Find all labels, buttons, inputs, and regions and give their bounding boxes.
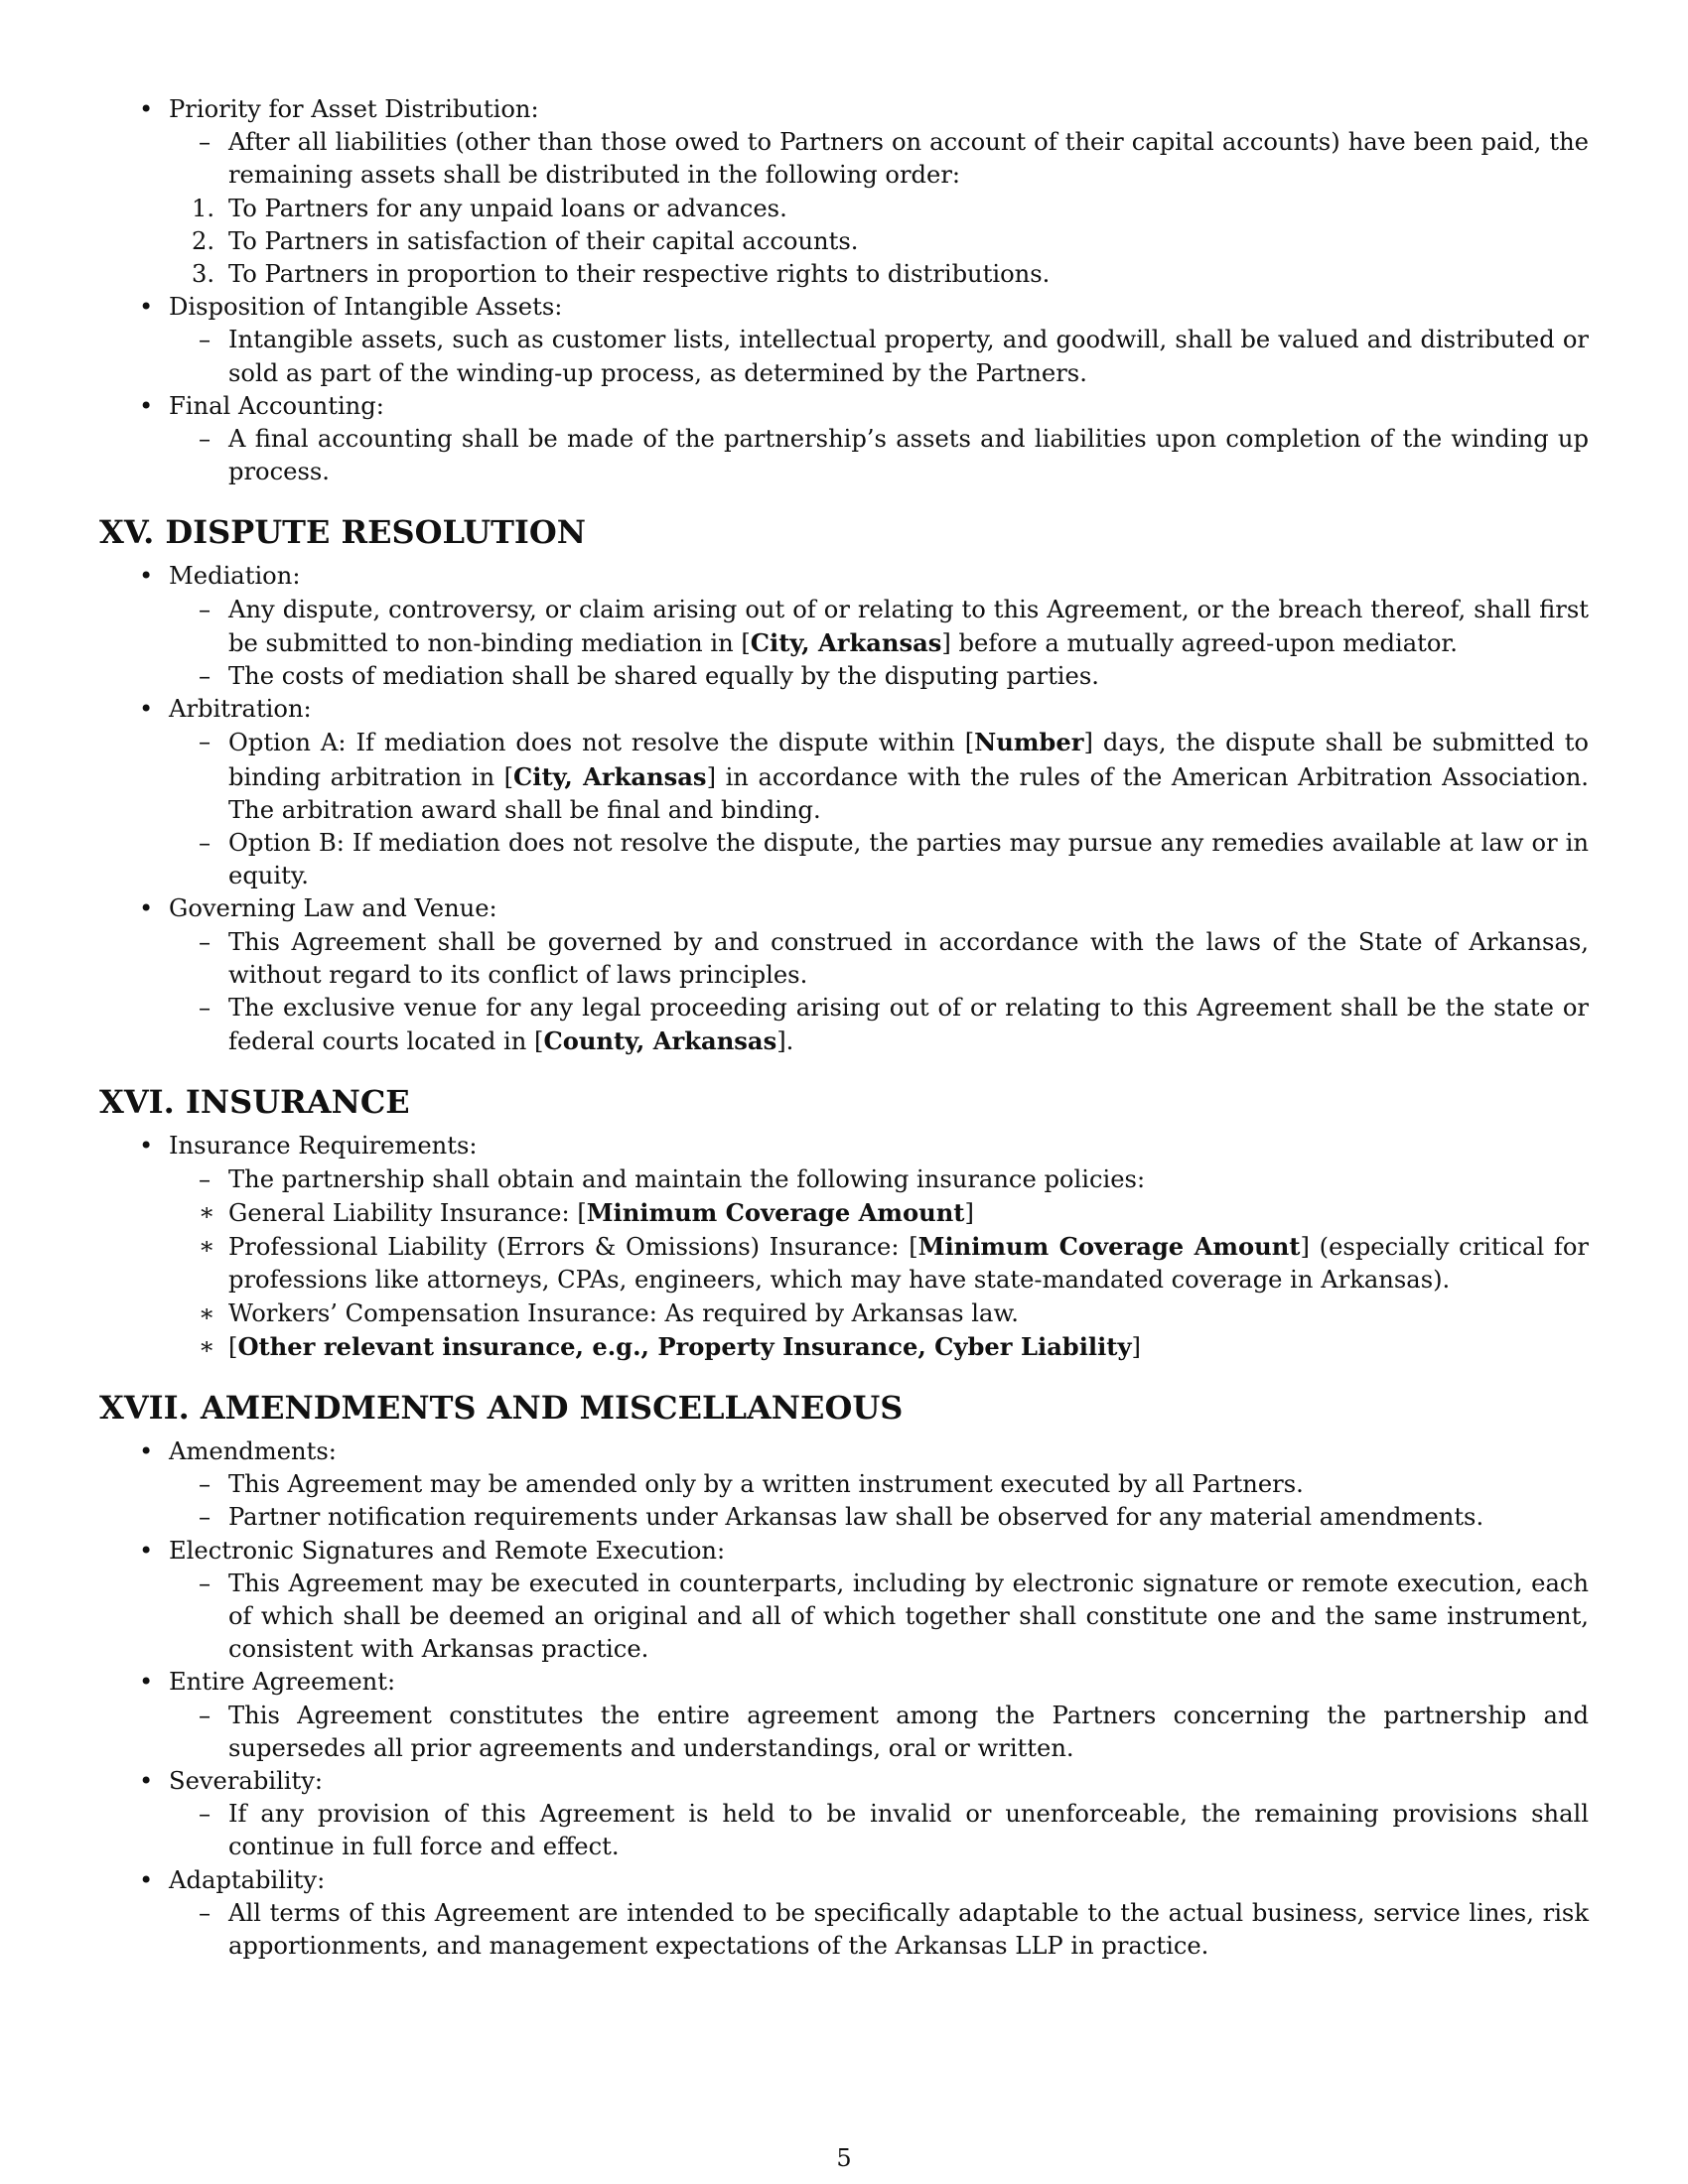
priority-order-item: 1. To Partners for any unpaid loans or advances. <box>192 194 787 222</box>
final-accounting-text: – A final accounting shall be made of the partnership’s assets and liabilities upon completion of the winding up process. <box>99 423 1589 488</box>
priority-order-list <box>192 193 1589 292</box>
section-heading-xv: XV. DISPUTE RESOLUTION <box>99 513 587 552</box>
severability-item: • Severability: – If any provision of this Agreement is held to be invalid or unenforceable, the remaining provisions shall continue in full force and effect. <box>99 1765 1589 1864</box>
esignatures-item: • Electronic Signatures and Remote Execution: – This Agreement may be executed in counterparts, including by electronic signature or remote execution, each of which shall be deemed an original and all of which together shall constitute one and the same instrument, consistent with Arkansas practice. <box>99 1535 1589 1667</box>
final-accounting-item: • Final Accounting: – A final accounting shall be made of the partnership’s assets and liabilities upon completion of the winding up process. <box>99 390 1589 489</box>
venue-text: – The exclusive venue for any legal proceeding arising out of or relating to this Agreement shall be the state or federal courts located in [County, Arkansas]. <box>99 992 1589 1058</box>
insurance-policy-list <box>228 1196 1589 1364</box>
governing-law-text: – This Agreement shall be governed by and construed in accordance with the laws of the State of Arkansas, without regard to its conflict of laws principles. <box>99 926 1589 992</box>
priority-text: – After all liabilities (other than those owed to Partners on account of their capital accounts) have been paid, the remaining assets shall be distributed in the following order: 1. To Partners for any unpaid loans or advances. 2. To Partners in satisfaction of their capital accounts. 3. To Partners in proportion to their respective rights to distributions. <box>99 126 1589 291</box>
arbitration-item: • Arbitration: – Option A: If mediation does not resolve the dispute within [Number] days, the dispute shall be submitted to binding arbitration in [City, Arkansas] in accordance with the rules of the American Arbitration Association. The arbitration award shall be final and binding. – Option B: If mediation does not resolve the dispute, the parties may pursue any remedies available at law or in equity. <box>99 693 1589 892</box>
dispute-list <box>99 560 1589 1058</box>
section-heading-xvii: XVII. AMENDMENTS AND MISCELLANEOUS <box>99 1388 904 1427</box>
amendments-text: – This Agreement may be amended only by a written instrument executed by all Partners. <box>99 1468 1589 1501</box>
policy-other: ∗ [Other relevant insurance, e.g., Property Insurance, Cyber Liability] <box>177 1330 1589 1364</box>
priority-order-item: 3. To Partners in proportion to their respective rights to distributions. <box>192 260 1051 289</box>
arbitration-option-b: – Option B: If mediation does not resolve the dispute, the parties may pursue any remedies available at law or in equity. <box>99 827 1589 892</box>
mediation-cost-text: – The costs of mediation shall be shared equally by the disputing parties. <box>99 660 1589 693</box>
adaptability-item: • Adaptability: – All terms of this Agreement are intended to be specifically adaptable to the actual business, service lines, risk apportionments, and management expectations of the Arkansas LLP in practice. <box>99 1864 1589 1964</box>
insurance-intro: – The partnership shall obtain and maintain the following insurance policies: ∗ General Liability Insurance: [Minimum Coverage Amount] ∗ Professional Liability (Errors & Omissions) Insurance: [Minimum Coverage Amount] (especially critical for professions like attorneys, CPAs, engineers, which may have state-mandated coverage in Arkansas). ∗ Workers’ Compensation Insurance: As required by Arkansas law. ∗ [Other relevant insurance, e.g., Property Insurance, Cyber Liability] <box>99 1163 1589 1364</box>
intangible-item: • Disposition of Intangible Assets: – Intangible assets, such as customer lists, intellectual property, and goodwill, shall be valued and distributed or sold as part of the winding-up process, as determined by the Partners. <box>99 291 1589 390</box>
arbitration-option-a: – Option A: If mediation does not resolve the dispute within [Number] days, the dispute shall be submitted to binding arbitration in [City, Arkansas] in accordance with the rules of the American Arbitration Association. The arbitration award shall be final and binding. <box>99 726 1589 827</box>
governing-law-item: • Governing Law and Venue: – This Agreement shall be governed by and construed in accordance with the laws of the State of Arkansas, without regard to its conflict of laws principles. – The exclusive venue for any legal proceeding arising out of or relating to this Agreement shall be the state or federal courts located in [County, Arkansas]. <box>99 892 1589 1058</box>
amendments-notification-text: – Partner notification requirements under Arkansas law shall be observed for any material amendments. <box>99 1501 1589 1534</box>
entire-agreement-text: – This Agreement constitutes the entire agreement among the Partners concerning the partnership and supersedes all prior agreements and understandings, oral or written. <box>99 1700 1589 1765</box>
document-body <box>99 93 1589 1963</box>
intangible-text: – Intangible assets, such as customer lists, intellectual property, and goodwill, shall be valued and distributed or sold as part of the winding-up process, as determined by the Partners. <box>99 324 1589 389</box>
mediation-item: • Mediation: – Any dispute, controversy, or claim arising out of or relating to this Agreement, or the breach thereof, shall first be submitted to non-binding mediation in [City, Arkansas] before a mutually agreed-upon mediator. – The costs of mediation shall be shared equally by the disputing parties. <box>99 560 1589 693</box>
misc-list <box>99 1435 1589 1963</box>
insurance-requirements-item: • Insurance Requirements: – The partnership shall obtain and maintain the following insurance policies: ∗ General Liability Insurance: [Minimum Coverage Amount] ∗ Professional Liability (Errors & Omissions) Insurance: [Minimum Coverage Amount] (especially critical for professions like attorneys, CPAs, engineers, which may have state-mandated coverage in Arkansas). ∗ Workers’ Compensation Insurance: As required by Arkansas law. ∗ [Other relevant insurance, e.g., Property Insurance, Cyber Liability] <box>99 1130 1589 1363</box>
page-number: 5 <box>836 2144 852 2172</box>
policy-general-liability: ∗ General Liability Insurance: [Minimum Coverage Amount] <box>177 1196 1589 1230</box>
entire-agreement-item: • Entire Agreement: – This Agreement constitutes the entire agreement among the Partners concerning the partnership and supersedes all prior agreements and understandings, oral or written. <box>99 1666 1589 1765</box>
insurance-list <box>99 1130 1589 1363</box>
section-heading-xvi: XVI. INSURANCE <box>99 1083 410 1122</box>
priority-order-item: 2. To Partners in satisfaction of their capital accounts. <box>192 226 859 255</box>
amendments-item: • Amendments: – This Agreement may be amended only by a written instrument executed by all Partners. – Partner notification requirements under Arkansas law shall be observed for any material amendments. <box>99 1435 1589 1535</box>
winding-up-list <box>99 93 1589 488</box>
adaptability-text: – All terms of this Agreement are intended to be specifically adaptable to the actual business, service lines, risk apportionments, and management expectations of the Arkansas LLP in practice. <box>99 1897 1589 1963</box>
policy-professional-liability: ∗ Professional Liability (Errors & Omissions) Insurance: [Minimum Coverage Amount] (especially critical for professions like attorneys, CPAs, engineers, which may have state-mandated coverage in Arkansas). <box>177 1230 1589 1297</box>
mediation-text: – Any dispute, controversy, or claim arising out of or relating to this Agreement, or the breach thereof, shall first be submitted to non-binding mediation in [City, Arkansas] before a mutually agreed-upon mediator. <box>99 594 1589 660</box>
severability-text: – If any provision of this Agreement is held to be invalid or unenforceable, the remaining provisions shall continue in full force and effect. <box>99 1798 1589 1863</box>
priority-item: • Priority for Asset Distribution: – After all liabilities (other than those owed to Partners on account of their capital accounts) have been paid, the remaining assets shall be distributed in the following order: 1. To Partners for any unpaid loans or advances. 2. To Partners in satisfaction of their capital accounts. 3. To Partners in proportion to their respective rights to distributions. <box>99 93 1589 291</box>
esignatures-text: – This Agreement may be executed in counterparts, including by electronic signature or remote execution, each of which shall be deemed an original and all of which together shall constitute one and the same instrument, consistent with Arkansas practice. <box>99 1568 1589 1667</box>
policy-workers-comp: ∗ Workers’ Compensation Insurance: As required by Arkansas law. <box>177 1297 1589 1330</box>
